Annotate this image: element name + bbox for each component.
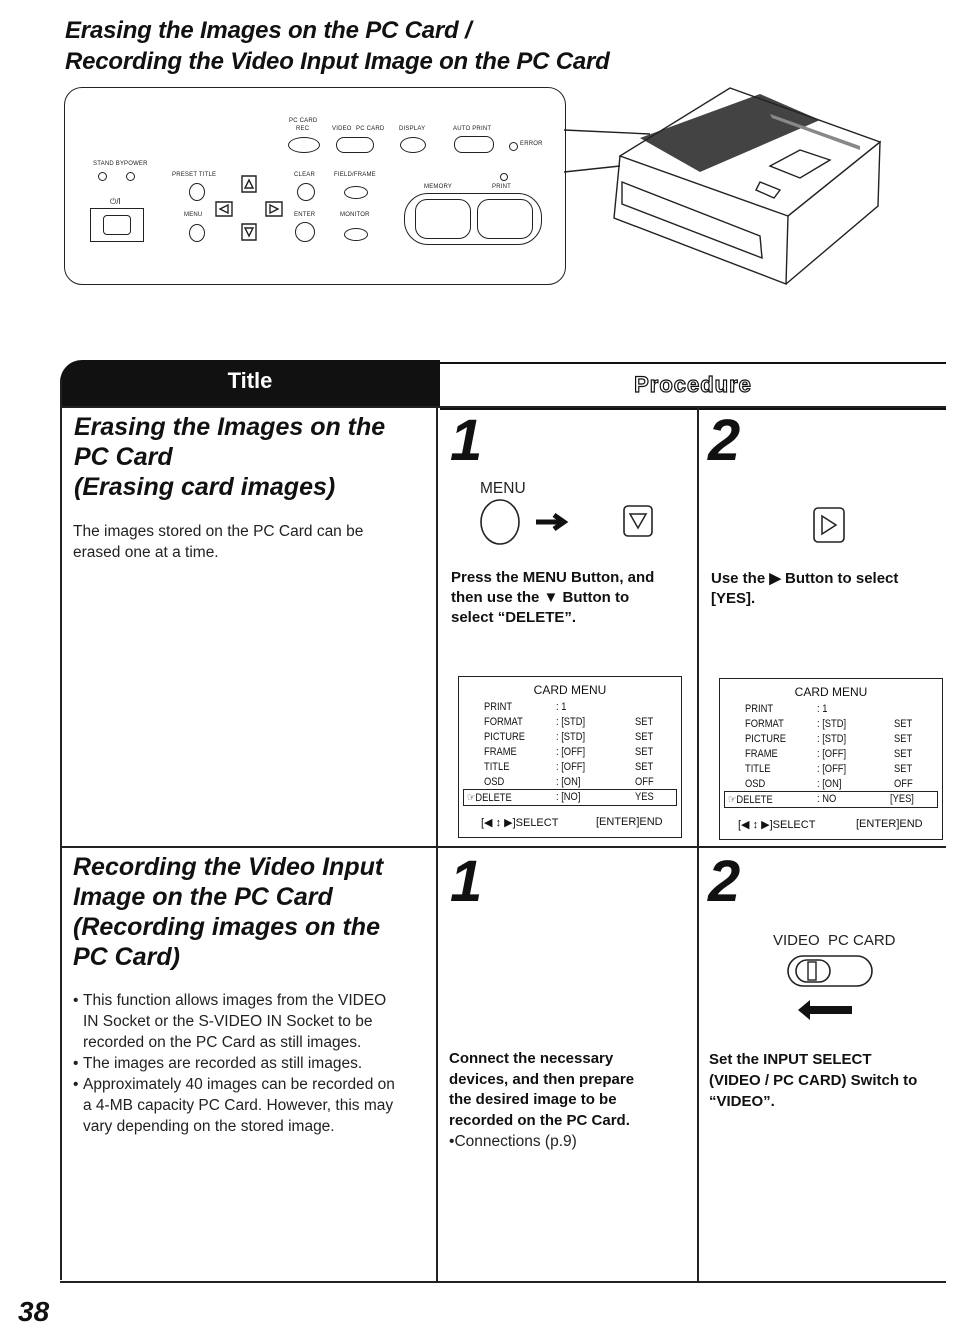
memory-label: MEMORY [424, 184, 453, 190]
menu-row-setting: SET [635, 746, 654, 758]
section1-title-line2: PC Card [74, 443, 173, 471]
power-led-icon [126, 172, 135, 181]
power-label: POWER [124, 161, 148, 167]
section2-title-line3: (Recording images on the [73, 913, 380, 941]
enter-label: ENTER [294, 212, 316, 218]
power-symbol: ⏻/I [110, 197, 121, 206]
page-heading-line1: Erasing the Images on the PC Card / [65, 17, 472, 44]
menu-row-key: ☞DELETE [467, 792, 512, 804]
monitor-label: MONITOR [340, 212, 370, 218]
standby-label: STAND BY [93, 161, 125, 167]
cursor-pad-icon[interactable] [212, 172, 288, 244]
menu-row-value: : [OFF] [556, 761, 586, 773]
section1-desc-line2: erased one at a time. [73, 544, 219, 561]
menu-row-value: : [ON] [556, 776, 581, 788]
procedure-column-header [440, 362, 946, 410]
section2-step1-text-line3: the desired image to be [449, 1091, 617, 1108]
menu-row-setting: SET [894, 718, 913, 730]
table-bottom-rule [60, 1281, 946, 1283]
menu-row-setting: [YES] [890, 793, 914, 805]
menu-row-key: TITLE [484, 761, 510, 773]
menu-row-value: : [NO] [556, 791, 581, 803]
print-label: PRINT [492, 184, 511, 190]
menu-row-setting: SET [635, 731, 654, 743]
section2-step2-text-line1: Set the INPUT SELECT [709, 1051, 872, 1068]
right-button-icon [810, 504, 854, 548]
menu-row-setting: SET [894, 763, 913, 775]
field-frame-button[interactable] [344, 186, 368, 199]
section2-bullet: • The images are recorded as still images. [73, 1053, 433, 1074]
menu-row-value: : [STD] [817, 718, 847, 730]
table-row-rule [60, 846, 946, 848]
field-frame-label: FIELD/FRAME [334, 172, 376, 178]
card-menu-title: CARD MENU [533, 683, 607, 697]
page-number: 38 [18, 1296, 50, 1327]
video-pc-card-label: VIDEO PC CARD [773, 932, 896, 949]
section1-title-line3: (Erasing card images) [74, 473, 336, 501]
section1-step2-text-line2: [YES]. [711, 590, 756, 607]
menu-footer-select: [◀ ↕ ▶]SELECT [738, 819, 816, 831]
menu-row-key: OSD [484, 776, 505, 788]
pc-card-label: PC CARD [289, 118, 318, 124]
menu-row-setting: SET [894, 733, 913, 745]
section2-step2-text-line3: “VIDEO”. [709, 1093, 775, 1110]
section1-step2-number: 2 [708, 408, 741, 473]
menu-row-value: : [ON] [817, 778, 842, 790]
section2-step2-text-line2: (VIDEO / PC CARD) Switch to [709, 1072, 918, 1089]
preset-title-button[interactable] [189, 183, 205, 201]
section2-step2-number: 2 [708, 849, 741, 914]
menu-row-value: : [STD] [817, 733, 847, 745]
menu-row-value: : [OFF] [817, 763, 847, 775]
menu-row-key: PICTURE [484, 731, 526, 743]
menu-row-key: FRAME [484, 746, 517, 758]
menu-footer-select: [◀ ↕ ▶]SELECT [481, 817, 559, 829]
video-label: VIDEO [332, 126, 352, 132]
auto-print-label: AUTO PRINT [453, 126, 492, 132]
print-button[interactable] [477, 199, 533, 239]
display-label: DISPLAY [399, 126, 426, 132]
table-header-rule [60, 406, 946, 408]
menu-row-value: : [STD] [556, 716, 586, 728]
menu-row-setting: SET [635, 761, 654, 773]
monitor-button[interactable] [344, 228, 368, 241]
video-pc-card-switch[interactable] [336, 137, 374, 153]
enter-button[interactable] [295, 222, 315, 242]
menu-row-key: FORMAT [745, 718, 784, 730]
section2-bullet: • This function allows images from the VIDEO IN Socket or the S-VIDEO IN Socket to be recorded on the PC Card as still images. [73, 990, 433, 1053]
menu-row-value: : NO [817, 793, 837, 805]
section2-step1-text-line2: devices, and then prepare [449, 1071, 635, 1088]
menu-row-setting: SET [894, 748, 913, 760]
procedure-header-text: Procedure [634, 372, 752, 397]
menu-row-setting: SET [635, 716, 654, 728]
clear-button[interactable] [297, 183, 315, 201]
page-heading-line2: Recording the Video Input Image on the PC Card [65, 48, 610, 75]
section1-step1-text-line2: then use the ▼ Button to [451, 589, 630, 606]
section1-step1-text-line1: Press the MENU Button, and [451, 569, 655, 586]
section1-step2-text-line1: Use the ▶ Button to select [711, 570, 899, 587]
control-panel-illustration [64, 87, 566, 285]
menu-row-key: ☞DELETE [728, 794, 773, 806]
memory-button[interactable] [415, 199, 471, 239]
section1-step1-menu-label: MENU [480, 480, 526, 497]
menu-button[interactable] [189, 224, 205, 242]
menu-row-value: : [STD] [556, 731, 586, 743]
section1-title-line1: Erasing the Images on the [74, 413, 386, 441]
printer-illustration [560, 86, 890, 296]
menu-row-key: FRAME [745, 748, 778, 760]
display-button[interactable] [400, 137, 426, 153]
menu-label: MENU [184, 212, 203, 218]
section2-step1-number: 1 [450, 849, 483, 914]
memory-print-buttons [404, 193, 542, 245]
section1-desc-line1: The images stored on the PC Card can be [73, 523, 364, 540]
section1-step1-text-line3: select “DELETE”. [451, 609, 577, 626]
menu-row-value: : 1 [817, 703, 828, 715]
menu-row-value: : [OFF] [817, 748, 847, 760]
menu-row-key: FORMAT [484, 716, 523, 728]
menu-row-setting: OFF [635, 776, 654, 788]
menu-row-key: PRINT [484, 701, 513, 713]
preset-title-label: PRESET TITLE [172, 172, 217, 178]
section2-step1-text-line1: Connect the necessary [449, 1050, 614, 1067]
print-led-icon [500, 173, 508, 181]
menu-row-key: TITLE [745, 763, 771, 775]
auto-print-switch[interactable] [454, 136, 494, 153]
title-header-text: Title [227, 368, 273, 393]
menu-row-key: PICTURE [745, 733, 787, 745]
section2-bullet: • Approximately 40 images can be recorded on a 4-MB capacity PC Card. However, this may vary depending on the stored image. [73, 1074, 433, 1137]
menu-row-key: PRINT [745, 703, 774, 715]
menu-row-key: OSD [745, 778, 766, 790]
section2-title-line1: Recording the Video Input [73, 853, 384, 881]
section2-title-line4: PC Card) [73, 943, 180, 971]
error-label: ERROR [520, 141, 543, 147]
menu-footer-end: [ENTER]END [856, 818, 923, 830]
power-button[interactable] [90, 208, 144, 242]
title-column-header [60, 360, 440, 406]
section1-step1-number: 1 [450, 408, 483, 473]
table-left-border [60, 380, 62, 1280]
rec-button[interactable] [288, 137, 320, 153]
section2-step1-text-line4: recorded on the PC Card. [449, 1112, 630, 1129]
menu-row-value: : [OFF] [556, 746, 586, 758]
menu-row-setting: YES [635, 791, 654, 803]
clear-label: CLEAR [294, 172, 316, 178]
pc-card-switch-label: PC CARD [356, 126, 385, 132]
menu-footer-end: [ENTER]END [596, 816, 663, 828]
card-menu-screen-a [458, 676, 682, 838]
section2-step1-bullet: •Connections (p.9) [449, 1133, 577, 1150]
card-menu-screen-b [719, 678, 943, 840]
input-select-switch-icon [784, 952, 876, 1032]
section2-title-line2: Image on the PC Card [73, 883, 333, 911]
card-menu-title: CARD MENU [794, 685, 868, 699]
section2-bullet-list [73, 990, 433, 1137]
menu-then-down-icon [478, 498, 668, 548]
menu-row-value: : 1 [556, 701, 567, 713]
table-divider-steps [697, 406, 699, 1282]
error-led-icon [509, 142, 518, 151]
standby-led-icon [98, 172, 107, 181]
menu-row-setting: OFF [894, 778, 913, 790]
rec-label: REC [296, 126, 310, 132]
table-divider-title [436, 406, 438, 1282]
